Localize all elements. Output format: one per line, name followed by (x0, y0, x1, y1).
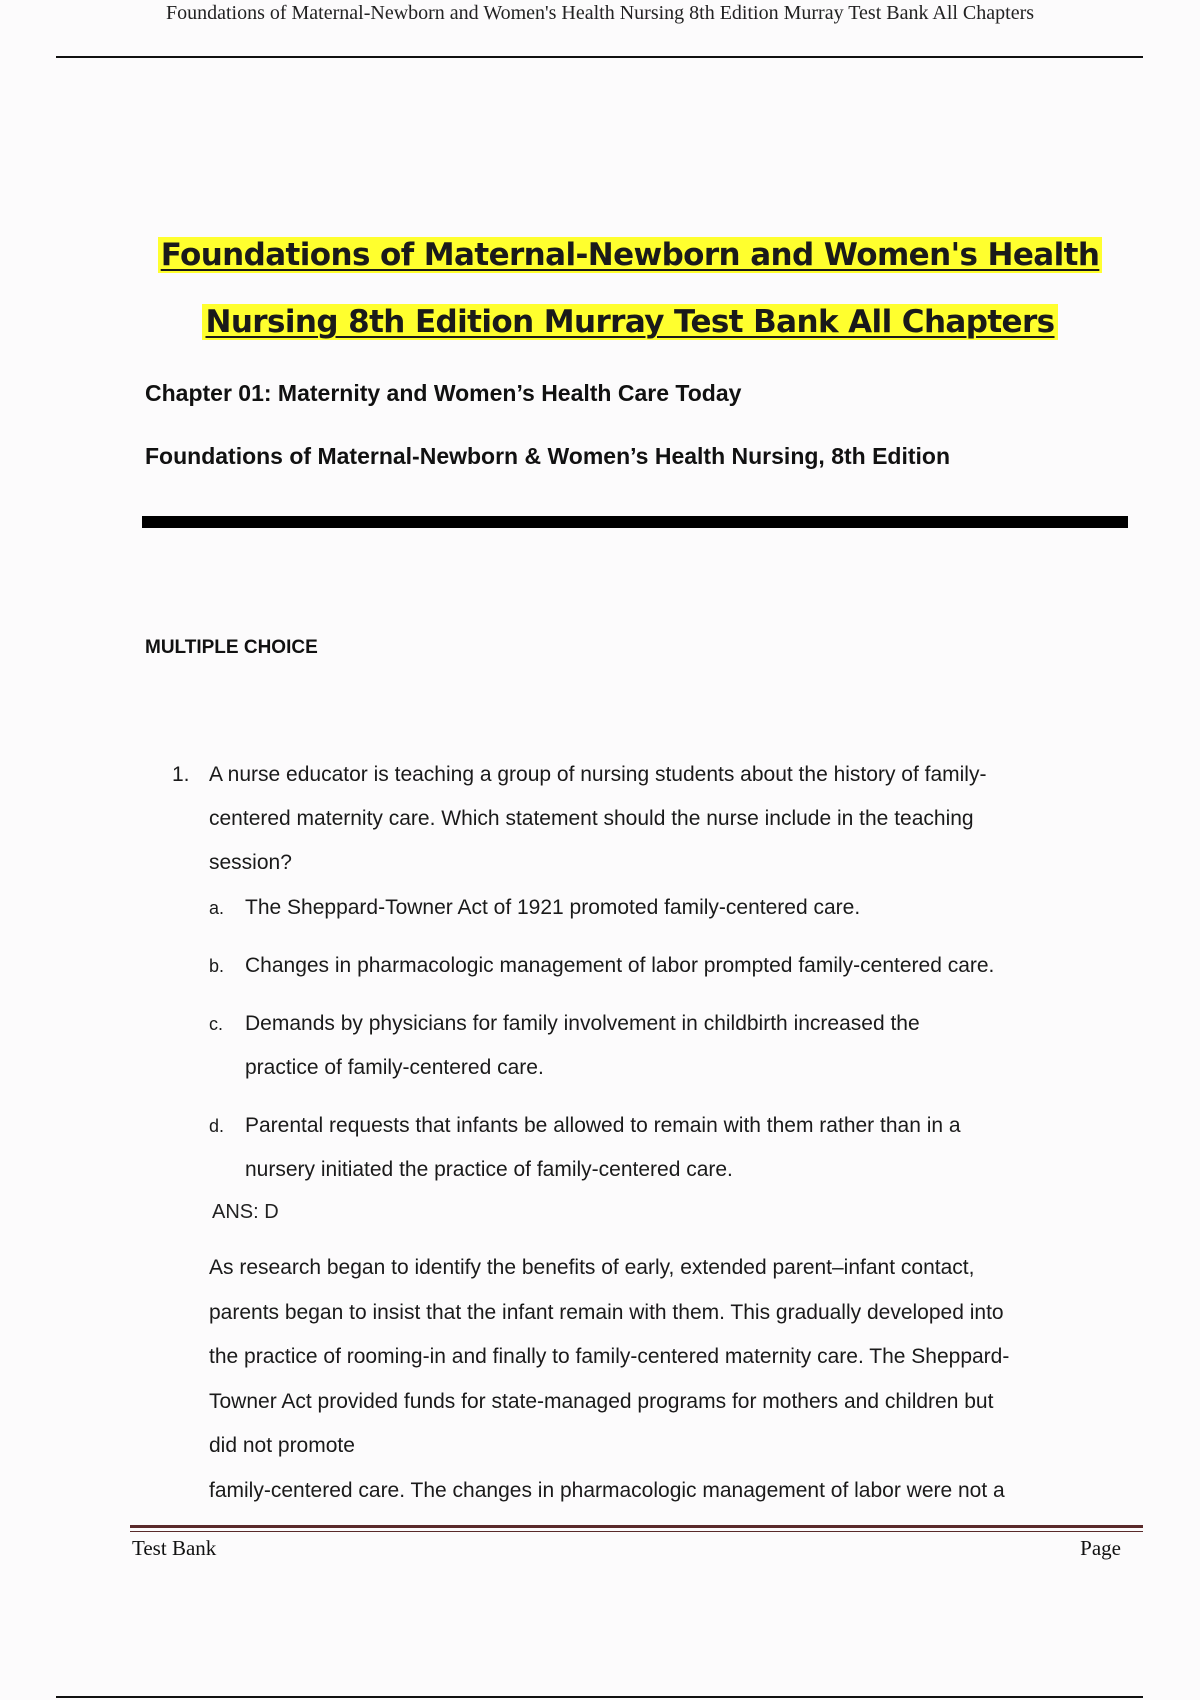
footer-label: Test Bank (132, 1536, 217, 1560)
title-line-2 (0, 289, 1200, 356)
question-stem: A nurse educator is teaching a group of nursing students about the history of family-centered maternity care. Which statement should the nurse include in the teaching session? (209, 763, 987, 874)
rationale-line: did not promote (209, 1434, 355, 1457)
title-line-2-text: Nursing 8th Edition Murray Test Bank All Chapters (202, 304, 1057, 340)
footer-page-label: Page (1080, 1536, 1121, 1560)
footer-divider-thin (130, 1531, 1143, 1532)
bottom-divider (56, 1696, 1143, 1698)
option-letter: d. (209, 1116, 225, 1136)
book-title: Foundations of Maternal-Newborn & Women’s Health Nursing, 8th Edition (145, 443, 951, 469)
header-divider (56, 56, 1143, 58)
option-text: Parental requests that infants be allowed to remain with them rather than in a nursery initiated the practice of family-centered care. (245, 1114, 961, 1181)
rationale-line: the practice of rooming-in and finally to family-centered maternity care. The Sheppard- (209, 1345, 1010, 1368)
section-divider (142, 516, 1128, 528)
rationale-line: parents began to insist that the infant remain with them. This gradually developed into (209, 1300, 1004, 1324)
option-text: Changes in pharmacologic management of labor prompted family-centered care. (245, 954, 995, 977)
rationale-line: As research began to identify the benefits of early, extended parent–infant contact, (209, 1256, 975, 1279)
option-letter: c. (209, 1014, 224, 1034)
option-text: Demands by physicians for family involvement in childbirth increased the practice of family-centered care. (245, 1012, 920, 1079)
footer-divider (130, 1525, 1143, 1528)
rationale-line: family-centered care. The changes in pharmacologic management of labor were not a (209, 1478, 1005, 1502)
rationale (209, 1246, 1119, 1513)
answer-options (209, 886, 1059, 1206)
title-line-1 (0, 222, 1200, 289)
section-heading: MULTIPLE CHOICE (145, 637, 318, 658)
running-header: Foundations of Maternal-Newborn and Women's Health Nursing 8th Edition Murray Test Bank All Chapters (165, 2, 1035, 24)
chapter-title: Chapter 01: Maternity and Women’s Health Care Today (145, 380, 742, 406)
option-d (209, 1104, 965, 1192)
option-letter: b. (209, 956, 225, 976)
question-number: 1. (172, 763, 190, 786)
option-b (209, 944, 1059, 988)
rationale-line: Towner Act provided funds for state-managed programs for mothers and children but (209, 1389, 994, 1413)
option-a (209, 886, 1059, 930)
option-text: The Sheppard-Towner Act of 1921 promoted family-centered care. (245, 896, 861, 919)
answer-key: ANS: D (212, 1201, 279, 1223)
title-line-1-text: Foundations of Maternal-Newborn and Women's Health (158, 237, 1103, 273)
option-c (209, 1002, 985, 1090)
option-letter: a. (209, 898, 225, 918)
document-title (0, 222, 1200, 356)
